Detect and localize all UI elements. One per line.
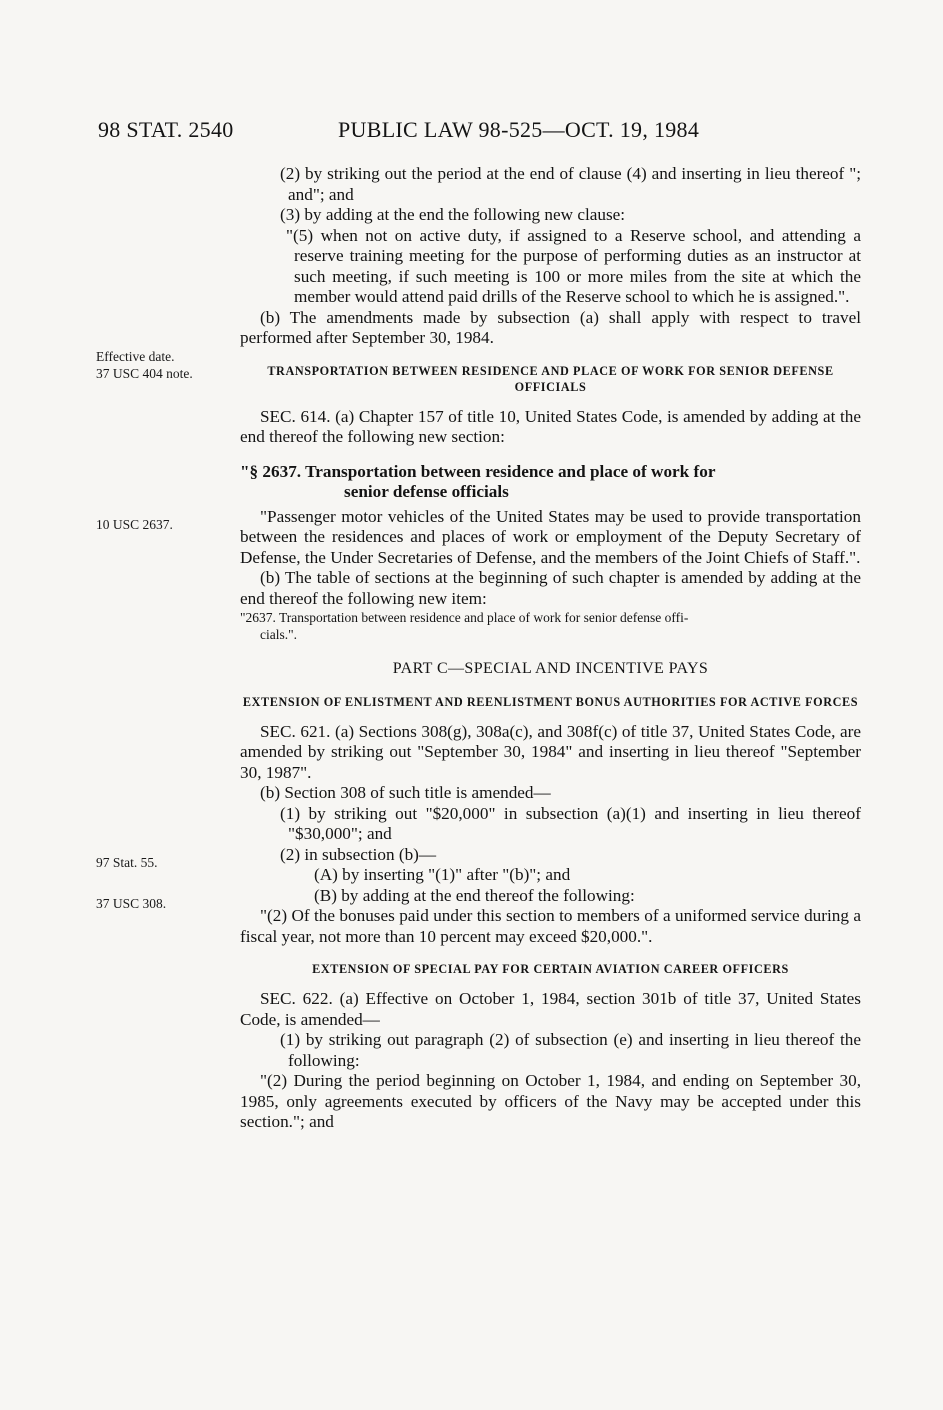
body-text bbox=[240, 164, 861, 1133]
section-2637-title-line2: senior defense officials bbox=[344, 482, 509, 501]
paragraph: (3) by adding at the end the following new clause: bbox=[280, 205, 626, 224]
margin-note-10-usc-2637: 10 USC 2637. bbox=[96, 517, 173, 532]
paragraph: (b) The table of sections at the beginning of such chapter is amended by adding at the end thereof the following new item: bbox=[240, 568, 861, 608]
paragraph: (1) by striking out paragraph (2) of subsection (e) and inserting in lieu thereof the following: bbox=[280, 1030, 861, 1070]
margin-note-37-usc-404: 37 USC 404 note. bbox=[96, 366, 193, 381]
section-614-text bbox=[240, 407, 861, 448]
part-c-heading: PART C—SPECIAL AND INCENTIVE PAYS bbox=[392, 660, 709, 677]
section-heading-614: TRANSPORTATION BETWEEN RESIDENCE AND PLACE OF WORK FOR SENIOR DEFENSE OFFICIALS bbox=[267, 363, 834, 394]
paragraph: (b) Section 308 of such title is amended— bbox=[260, 783, 551, 802]
margin-note-37-usc-308: 37 USC 308. bbox=[96, 896, 167, 911]
paragraph: (2) in subsection (b)— bbox=[280, 844, 437, 864]
paragraph: (A) by inserting "(1)" after "(b)"; and bbox=[314, 865, 571, 884]
section-label: SEC. bbox=[260, 989, 296, 1008]
running-title: PUBLIC LAW 98-525—OCT. 19, 1984 bbox=[338, 117, 700, 142]
margin-note-97-stat-55: 97 Stat. 55. bbox=[96, 855, 158, 870]
stat-page-number: 98 STAT. 2540 bbox=[98, 117, 234, 142]
section-621-body: 621. (a) Sections 308(g), 308a(c), and 308f(c) of title 37, United States Code, are amended by striking out "September 30, 1984" and inserting in lieu thereof "September 30, 1987". bbox=[240, 721, 861, 782]
quoted-clause: "(5) when not on active duty, if assigned to a Reserve school, and attending a reserve training meeting for the purpose of performing duties as an instructor at such meeting, if such meeting is 100 or more miles from the site at which the member would attend paid drills of the Reserve school to which he is assigned.". bbox=[286, 225, 861, 306]
section-622-body: 622. (a) Effective on October 1, 1984, section 301b of title 37, United States Code, is amended— bbox=[240, 989, 861, 1029]
quoted-paragraph: "(2) During the period beginning on October 1, 1984, and ending on September 30, 1985, only agreements executed by officers of the Navy may be accepted under this section."; and bbox=[240, 1071, 861, 1131]
section-label: SEC. bbox=[260, 406, 296, 426]
paragraph: (b) The amendments made by subsection (a) shall apply with respect to travel performed after September 30, 1984. bbox=[240, 307, 861, 347]
margin-note-effective-date: Effective date. bbox=[96, 349, 175, 364]
section-2637-title-line1: "§ 2637. Transportation between residence and place of work for bbox=[240, 461, 716, 481]
toc-entry-line1: "2637. Transportation between residence and place of work for senior defense offi- bbox=[240, 610, 689, 625]
section-621-text bbox=[240, 722, 861, 784]
paragraph: (2) by striking out the period at the end of clause (4) and inserting in lieu thereof "; and"; and bbox=[280, 164, 861, 204]
section-614-body: 614. (a) Chapter 157 of title 10, United States Code, is amended by adding at the end thereof the following new section: bbox=[240, 406, 861, 446]
section-heading-622: EXTENSION OF SPECIAL PAY FOR CERTAIN AVIATION CAREER OFFICERS bbox=[312, 962, 789, 976]
section-2637-body: "Passenger motor vehicles of the United States may be used to provide transportation between the residences and places of work or employment of the Deputy Secretary of Defense, the Under Secretaries of Defense, and the members of the Joint Chiefs of Staff.". bbox=[240, 506, 861, 567]
paragraph: (1) by striking out "$20,000" in subsection (a)(1) and inserting in lieu thereof "$30,000"; and bbox=[280, 803, 861, 843]
quoted-paragraph: "(2) Of the bonuses paid under this section to members of a uniformed service during a fiscal year, not more than 10 percent may exceed $20,000.". bbox=[240, 906, 861, 946]
section-label: SEC. bbox=[260, 721, 296, 741]
section-2637-title bbox=[240, 462, 861, 503]
toc-entry-line2: cials.". bbox=[260, 627, 297, 642]
section-622-text bbox=[240, 989, 861, 1030]
section-heading-621: EXTENSION OF ENLISTMENT AND REENLISTMENT BONUS AUTHORITIES FOR ACTIVE FORCES bbox=[242, 694, 859, 709]
paragraph: (B) by adding at the end thereof the following: bbox=[314, 885, 635, 905]
